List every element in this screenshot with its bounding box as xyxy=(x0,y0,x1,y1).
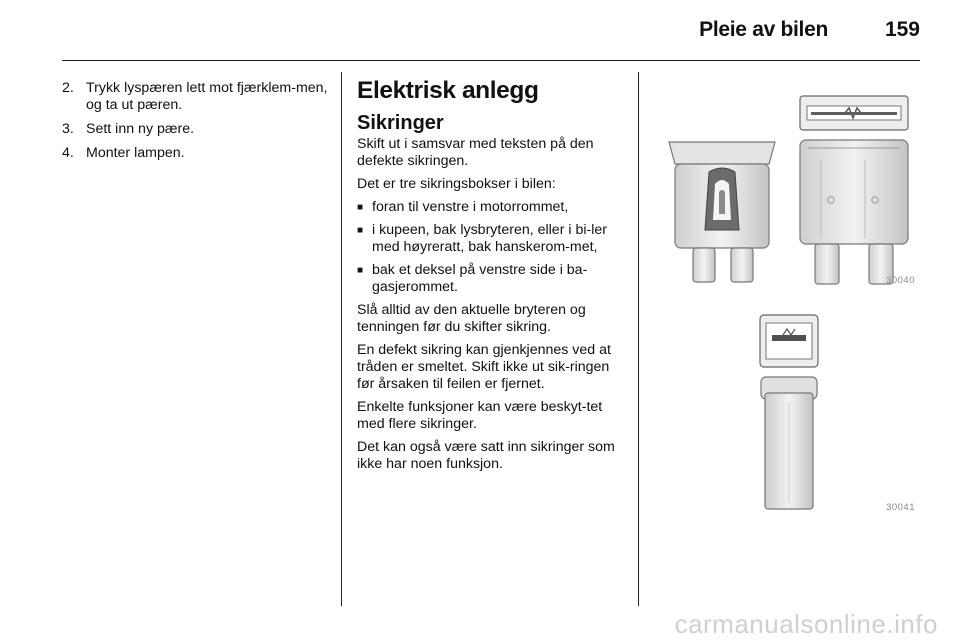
bullet-square-icon: ■ xyxy=(357,202,364,213)
paragraph: Enkelte funksjoner kan være beskyt-tet med flere sikringer. xyxy=(357,399,603,432)
bullet-text: foran til venstre i motorrommet, xyxy=(372,199,569,215)
figure-flat-fuse xyxy=(657,303,919,519)
step-item xyxy=(62,145,328,162)
bullet-text: bak et deksel på venstre side i ba-gasjerommet. xyxy=(372,262,588,295)
column-2 xyxy=(357,76,629,479)
step-number: 2. xyxy=(62,80,74,96)
header-rule xyxy=(62,60,920,61)
bullet-item xyxy=(357,262,629,296)
paragraph: Slå alltid av den aktuelle bryteren og tenningen før du skifter sikring. xyxy=(357,302,586,335)
column-divider-left xyxy=(341,72,342,606)
step-text: Trykk lyspæren lett mot fjærklem-men, og ta ut pæren. xyxy=(86,80,328,113)
figure-number: 30040 xyxy=(886,275,915,286)
paragraph: En defekt sikring kan gjenkjennes ved at tråden er smeltet. Skift ikke ut sik-ringen før årsaken til feilen er fjernet. xyxy=(357,342,611,392)
paragraph: Det kan også være satt inn sikringer som ikke har noen funksjon. xyxy=(357,439,615,472)
column-1 xyxy=(62,80,328,169)
watermark: carmanualsonline.info xyxy=(674,609,938,639)
page-number: 159 xyxy=(884,18,920,41)
bullet-item xyxy=(357,222,629,256)
column-divider-right xyxy=(638,72,639,606)
intro-paragraph: Skift ut i samsvar med teksten på den defekte sikringen. xyxy=(357,136,594,169)
bullet-text: i kupeen, bak lysbryteren, eller i bi-ler med høyreratt, bak hanskerom-met, xyxy=(372,222,607,255)
step-item xyxy=(62,121,328,138)
step-item xyxy=(62,80,328,114)
blade-fuse-illustration xyxy=(657,80,919,292)
figure-number: 30041 xyxy=(886,502,915,513)
subsection-heading: Sikringer xyxy=(357,112,444,134)
step-number: 3. xyxy=(62,121,74,137)
fuse-boxes-intro: Det er tre sikringsbokser i bilen: xyxy=(357,176,556,192)
bullet-square-icon: ■ xyxy=(357,265,364,276)
section-heading: Elektrisk anlegg xyxy=(357,77,539,104)
bullet-square-icon: ■ xyxy=(357,225,364,236)
bullet-item xyxy=(357,199,629,216)
flat-fuse-illustration xyxy=(657,303,919,519)
step-number: 4. xyxy=(62,145,74,161)
step-text: Monter lampen. xyxy=(86,145,185,161)
page-header-title: Pleie av bilen xyxy=(699,18,828,41)
figure-blade-fuse xyxy=(657,80,919,292)
step-text: Sett inn ny pære. xyxy=(86,121,195,137)
